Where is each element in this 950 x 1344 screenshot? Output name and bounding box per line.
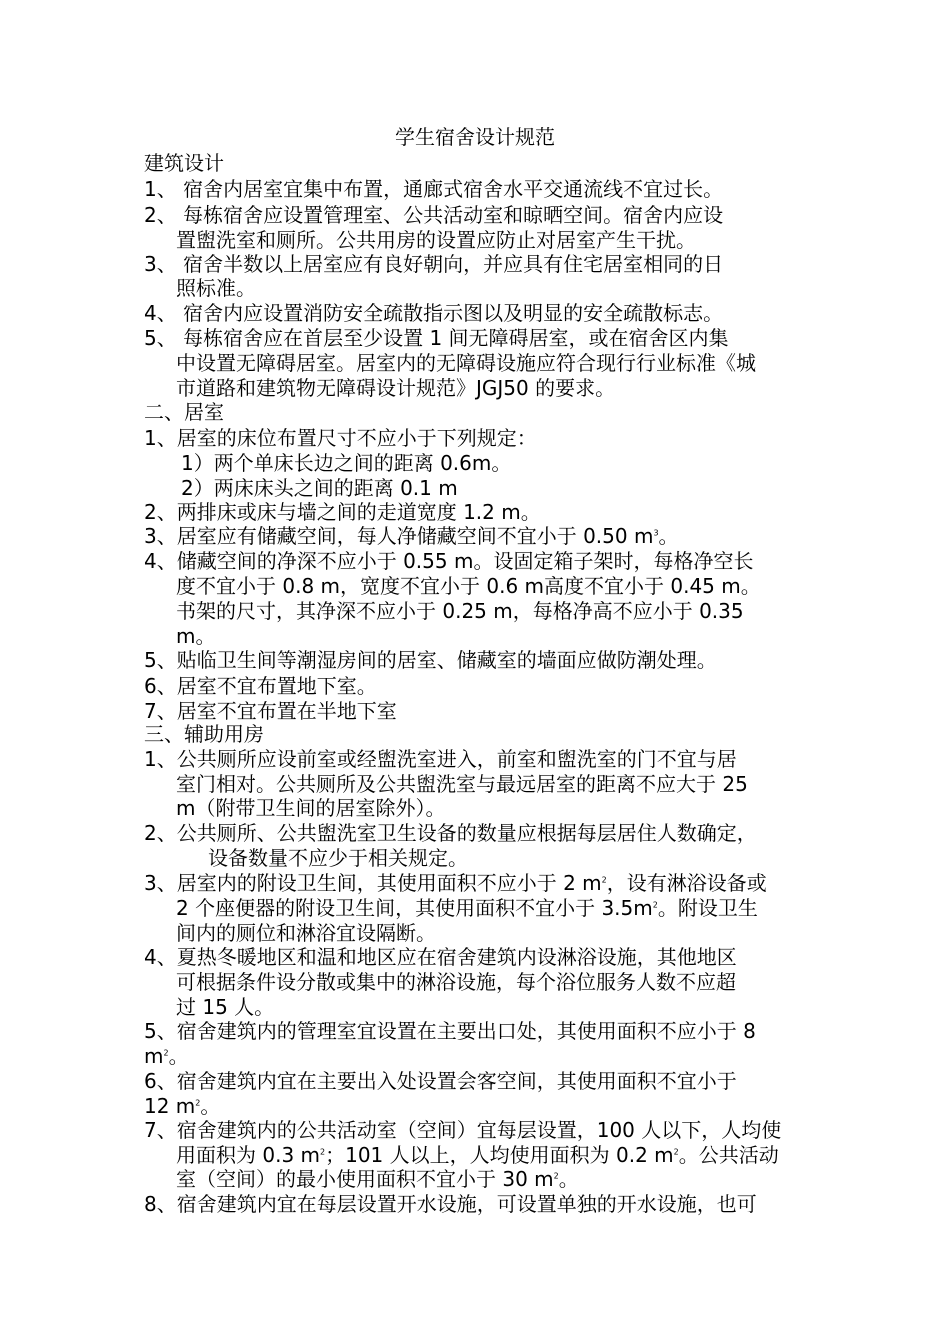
- paragraph-line: $m^2$。: [144, 1044, 189, 1068]
- paragraph-line: 中设置无障碍居室。居室内的无障碍设施应符合现行行业标准《城: [176, 351, 756, 375]
- paragraph-line: 置盥洗室和厕所。公共用房的设置应防止对居室产生干扰。: [176, 228, 696, 252]
- section-heading-rooms: 二、居室: [144, 400, 224, 424]
- paragraph-line: 3、 宿舍半数以上居室应有良好朝向，并应具有住宅居室相同的日: [144, 252, 724, 276]
- page-title: 学生宿舍设计规范: [395, 125, 555, 149]
- paragraph-line: 7、居室不宜布置在半地下室: [144, 699, 397, 723]
- superscript-cubed: 3: [653, 528, 659, 538]
- list-item: 1）两个单床长边之间的距离 0.6m。: [181, 451, 512, 475]
- superscript-squared: 2: [601, 875, 607, 885]
- list-item: 2）两床床头之间的距离 0.1 m: [181, 476, 458, 500]
- paragraph-line: 1、居室的床位布置尺寸不应小于下列规定：: [144, 426, 537, 450]
- paragraph-line: 4、 宿舍内应设置消防安全疏散指示图以及明显的安全疏散标志。: [144, 301, 724, 325]
- superscript-squared: 2: [163, 1048, 169, 1058]
- paragraph-line: 度不宜小于 0.8 m，宽度不宜小于 0.6 m高度不宜小于 0.45 m。: [176, 574, 761, 598]
- paragraph-line: 12 $m^2$。: [144, 1094, 221, 1118]
- paragraph-line: 3、居室内的附设卫生间，其使用面积不应小于 2 $m^2$，设有淋浴设备或: [144, 871, 767, 895]
- paragraph-line: 可根据条件设分散或集中的淋浴设施，每个浴位服务人数不应超: [176, 970, 736, 994]
- superscript-squared: 2: [320, 1147, 326, 1157]
- paragraph-line: 5、贴临卫生间等潮湿房间的居室、储藏室的墙面应做防潮处理。: [144, 648, 717, 672]
- paragraph-line: 2、公共厕所、公共盥洗室卫生设备的数量应根据每层居住人数确定，: [144, 821, 757, 845]
- paragraph-line: m（附带卫生间的居室除外）。: [176, 796, 446, 820]
- paragraph-line: 书架的尺寸，其净深不应小于 0.25 m，每格净高不应小于 0.35: [176, 599, 744, 623]
- paragraph-line: 7、宿舍建筑内的公共活动室（空间）宜每层设置，100 人以下，人均使: [144, 1118, 782, 1142]
- paragraph-line: 设备数量不应少于相关规定。: [208, 846, 468, 870]
- superscript-squared: 2: [673, 1147, 679, 1157]
- paragraph-line: 2、 每栋宿舍应设置管理室、公共活动室和晾晒空间。宿舍内应设: [144, 203, 724, 227]
- superscript-squared: 2: [652, 900, 658, 910]
- paragraph-line: 2 个座便器的附设卫生间，其使用面积不宜小于 $3.5m^2$。附设卫生: [176, 896, 758, 920]
- section-heading-architecture: 建筑设计: [144, 151, 224, 175]
- paragraph-line: 市道路和建筑物无障碍设计规范》JGJ50 的要求。: [176, 376, 616, 400]
- paragraph-line: 2、两排床或床与墙之间的走道宽度 1.2 m。: [144, 500, 541, 524]
- paragraph-line: 5、宿舍建筑内的管理室宜设置在主要出口处，其使用面积不应小于 8: [144, 1019, 756, 1043]
- section-heading-auxiliary: 三、辅助用房: [144, 722, 264, 746]
- paragraph-line: 用面积为 0.3 $m^2$；101 人以上，人均使用面积为 0.2 $m^2$。公共活动: [176, 1143, 779, 1167]
- paragraph-line: 1、公共厕所应设前室或经盥洗室进入，前室和盥洗室的门不宜与居: [144, 747, 737, 771]
- paragraph-line: 照标准。: [176, 276, 256, 300]
- paragraph-line: 过 15 人。: [176, 995, 275, 1019]
- paragraph-line: 室门相对。公共厕所及公共盥洗室与最远居室的距离不应大于 25: [176, 772, 748, 796]
- paragraph-line: m。: [176, 624, 216, 648]
- superscript-squared: 2: [553, 1171, 559, 1181]
- paragraph-line: 6、宿舍建筑内宜在主要出入处设置会客空间，其使用面积不宜小于: [144, 1069, 737, 1093]
- paragraph-line: 4、储藏空间的净深不应小于 0.55 m。设固定箱子架时，每格净空长: [144, 549, 754, 573]
- paragraph-line: 4、夏热冬暖地区和温和地区应在宿舍建筑内设淋浴设施，其他地区: [144, 945, 737, 969]
- paragraph-line: 3、居室应有储藏空间，每人净储藏空间不宜小于 0.50 $m^3$。: [144, 524, 679, 548]
- superscript-squared: 2: [195, 1098, 201, 1108]
- paragraph-line: 8、宿舍建筑内宜在每层设置开水设施，可设置单独的开水设施，也可: [144, 1192, 757, 1216]
- paragraph-line: 室（空间）的最小使用面积不宜小于 30 $m^2$。: [176, 1167, 579, 1191]
- paragraph-line: 间内的厕位和淋浴宜设隔断。: [176, 921, 436, 945]
- paragraph-line: 6、居室不宜布置地下室。: [144, 674, 377, 698]
- paragraph-line: 1、 宿舍内居室宜集中布置，通廊式宿舍水平交通流线不宜过长。: [144, 177, 724, 201]
- paragraph-line: 5、 每栋宿舍应在首层至少设置 1 间无障碍居室，或在宿舍区内集: [144, 326, 729, 350]
